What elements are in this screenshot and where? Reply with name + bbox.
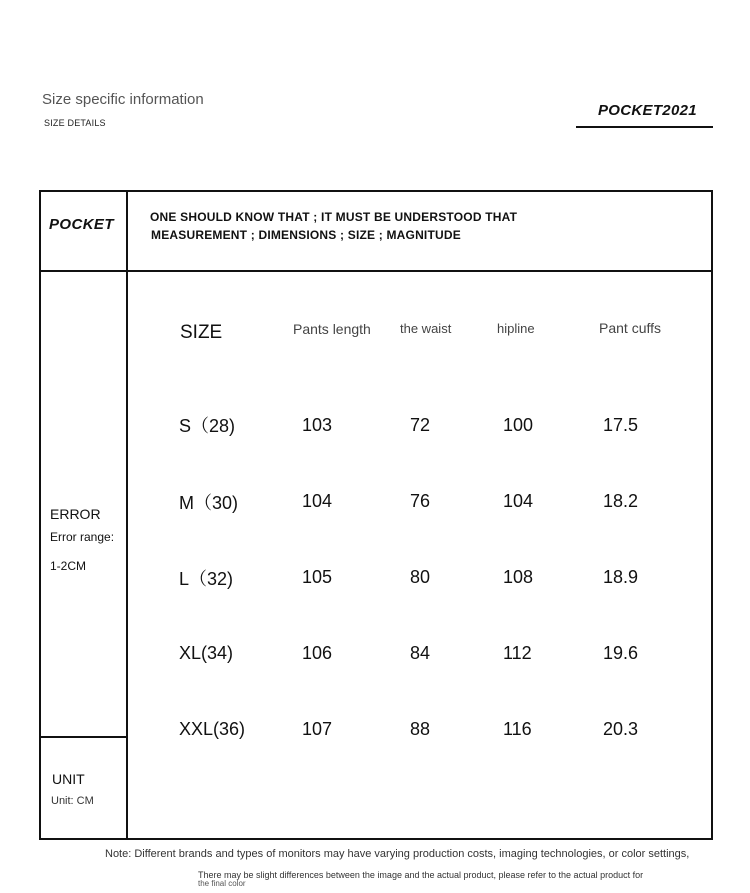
footnote-line: Note: Different brands and types of monitors may have varying production costs, imaging technologies, or color settings, <box>105 848 690 860</box>
table-cell-pants-length: 107 <box>302 719 333 739</box>
table-cell-waist: 76 <box>410 491 431 511</box>
table-cell-pants-length: 106 <box>302 643 333 663</box>
table-cell-waist: 80 <box>410 567 431 587</box>
error-range-label: Error range: <box>50 530 115 544</box>
column-header-pant-cuffs: Pant cuffs <box>599 320 662 336</box>
table-note-line: MEASUREMENT ; DIMENSIONS ; SIZE ; MAGNITUDE <box>151 228 461 242</box>
table-cell-waist: 88 <box>410 719 431 739</box>
table-divider-header <box>39 270 713 272</box>
table-cell-hipline: 116 <box>503 719 532 739</box>
table-cell-pant-cuffs: 18.2 <box>603 491 639 511</box>
table-divider-unit <box>39 736 128 738</box>
table-cell-hipline: 112 <box>503 643 532 663</box>
footnote-line: the final color <box>198 879 246 888</box>
column-header-waist: the waist <box>400 321 452 336</box>
table-cell-hipline: 100 <box>503 415 534 435</box>
table-cell-hipline: 104 <box>503 491 534 511</box>
table-cell-pant-cuffs: 17.5 <box>603 415 639 435</box>
unit-value: Unit: CM <box>51 795 94 807</box>
table-cell-pant-cuffs: 18.9 <box>603 567 639 587</box>
table-label: POCKET <box>49 216 114 233</box>
table-cell-size: L（32) <box>179 569 234 589</box>
table-cell-size: M（30) <box>179 493 239 513</box>
table-cell-pants-length: 103 <box>302 415 333 435</box>
error-range-value: 1-2CM <box>50 559 87 573</box>
table-cell-pants-length: 104 <box>302 491 333 511</box>
table-cell-waist: 84 <box>410 643 431 663</box>
table-note-line: ONE SHOULD KNOW THAT ; IT MUST BE UNDERSTOOD THAT <box>150 210 518 224</box>
table-cell-waist: 72 <box>410 415 431 435</box>
footnote-line: There may be slight differences between the image and the actual product, please refer to the actual product for <box>198 870 644 880</box>
table-cell-hipline: 108 <box>503 567 534 587</box>
table-cell-pant-cuffs: 19.6 <box>603 643 639 663</box>
table-cell-size: XXL(36) <box>179 719 246 739</box>
size-table <box>39 190 713 840</box>
table-divider-vertical <box>126 190 128 838</box>
table-cell-size: S（28) <box>179 416 236 436</box>
column-header-pants-length: Pants length <box>293 321 371 337</box>
brand-label: POCKET2021 <box>598 102 697 119</box>
unit-title: UNIT <box>52 771 85 787</box>
table-cell-size: XL(34) <box>179 643 234 663</box>
brand-underline <box>576 126 713 128</box>
page-subtitle: SIZE DETAILS <box>44 118 106 128</box>
table-cell-pants-length: 105 <box>302 567 333 587</box>
error-title: ERROR <box>50 506 101 522</box>
page-title: Size specific information <box>42 91 204 108</box>
table-cell-pant-cuffs: 20.3 <box>603 719 639 739</box>
column-header-size: SIZE <box>180 322 223 343</box>
column-header-hipline: hipline <box>497 321 535 336</box>
